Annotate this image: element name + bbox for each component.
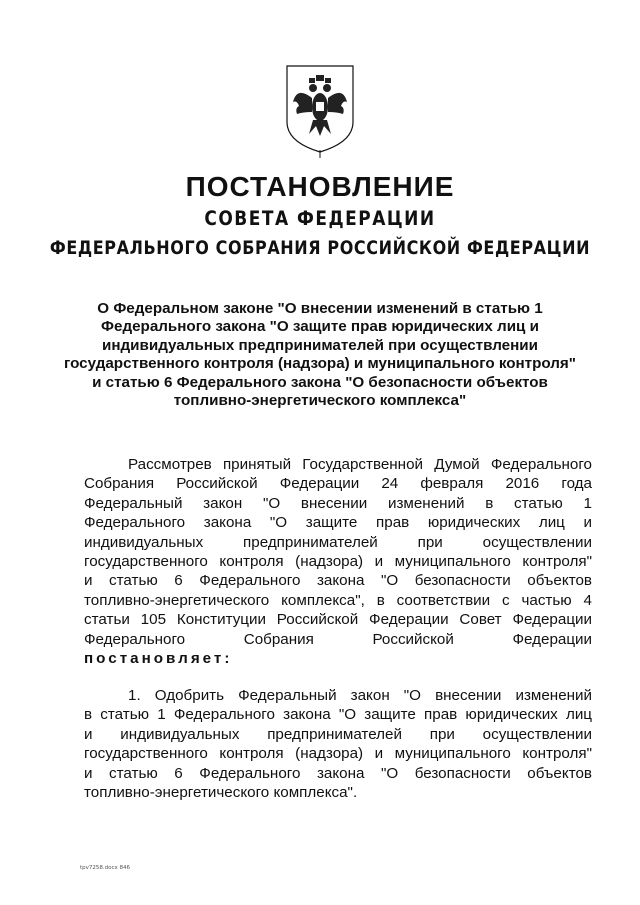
document-subject xyxy=(60,300,580,410)
issuer-line: СОВЕТА ФЕДЕРАЦИИ xyxy=(204,207,436,231)
subject-line: государственного контроля (надзора) и муниципального контроля" xyxy=(63,355,576,373)
subject-line: топливно-энергетического комплекса" xyxy=(173,392,467,410)
body-line: индивидуальных предпринимателей при осуществлении xyxy=(84,533,592,551)
preamble-paragraph xyxy=(84,455,592,668)
body-line: топливно-энергетического комплекса", в соответствии с частью 4 xyxy=(84,591,592,609)
body-line: в статью 1 Федерального закона "О защите прав юридических лиц xyxy=(84,706,592,724)
body-line: Собрания Российской Федерации 24 февраля 2016 года xyxy=(84,475,592,493)
body-line: государственного контроля (надзора) и муниципального контроля" xyxy=(84,745,592,763)
body-line: 1. Одобрить Федеральный закон "О внесении изменений xyxy=(128,687,592,704)
body-line: государственного контроля (надзора) и муниципального контроля" xyxy=(84,553,592,571)
body-line: Рассмотрев принятый Государственной Думой Федерального xyxy=(128,456,592,473)
body-line: топливно-энергетического комплекса". xyxy=(84,784,358,802)
body-line: Федерального Собрания Российской Федерации xyxy=(84,630,592,648)
body-line: статьи 105 Конституции Российской Федерации Совет Федерации xyxy=(84,611,592,629)
decides-word: постановляет: xyxy=(84,650,233,668)
subject-line: О Федеральном законе "О внесении изменений в статью 1 xyxy=(97,300,543,317)
subject-line: и статью 6 Федерального закона "О безопасности объектов xyxy=(92,373,548,391)
body-line: Федеральный закон "О внесении изменений в статью 1 xyxy=(84,494,592,512)
body-line: и статью 6 Федерального закона "О безопасности объектов xyxy=(84,572,592,590)
body-line: и статью 6 Федерального закона "О безопасности объектов xyxy=(84,764,592,782)
resolution-paragraph xyxy=(84,686,592,802)
body-line: Федерального закона "О защите прав юридических лиц и xyxy=(84,514,592,532)
subject-line: индивидуальных предпринимателей при осуществлении xyxy=(102,336,538,354)
file-code: tpv7258.docx 846 xyxy=(80,865,131,871)
issuer-full-name: ФЕДЕРАЛЬНОГО СОБРАНИЯ РОССИЙСКОЙ ФЕДЕРАЦИИ xyxy=(49,236,591,259)
coat-of-arms-emblem xyxy=(283,62,357,158)
subject-line: Федерального закона "О защите прав юридических лиц и xyxy=(101,318,539,336)
body-line: и индивидуальных предпринимателей при осуществлении xyxy=(84,725,592,743)
document-title: ПОСТАНОВЛЕНИЕ xyxy=(185,171,455,202)
